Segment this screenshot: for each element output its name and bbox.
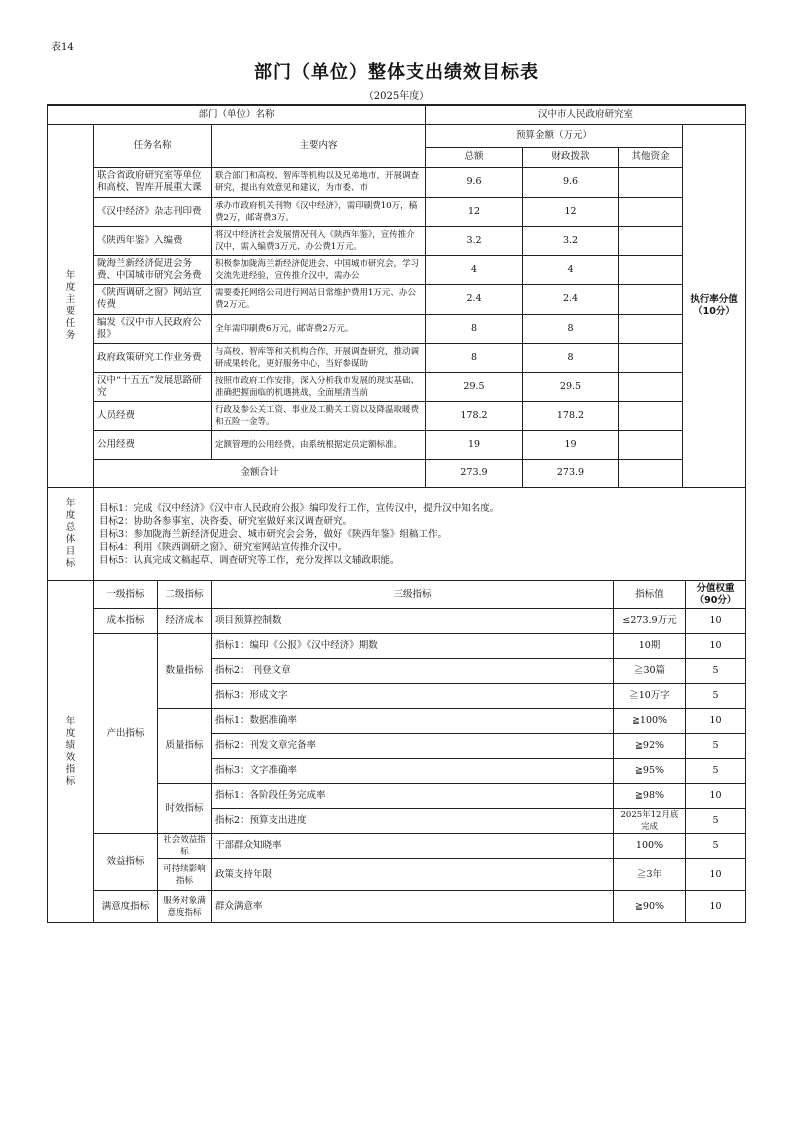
task-total: 4 (426, 255, 523, 284)
indicator-value: 10期 (614, 634, 686, 659)
task-other (619, 314, 683, 343)
task-fiscal: 3.2 (523, 226, 619, 255)
task-content: 需要委托网络公司进行网站日常维护费用1万元、办公费2万元。 (212, 284, 426, 314)
task-content: 与高校、智库等和关机构合作，开展调查研究，推动调研成果转化，更好服务中心，当好参谋助 (212, 343, 426, 372)
table-number: 表14 (51, 42, 74, 53)
satisfaction-l1: 满意度指标 (94, 891, 158, 923)
indicator-value: ≧90% (614, 891, 686, 923)
goal-item: 目标4：利用《陕西调研之窗》、研究室网站宣传推介汉中。 (99, 541, 348, 553)
timeliness-l2: 时效指标 (158, 784, 212, 834)
value-header: 指标值 (614, 581, 686, 609)
indicator-l3: 指标3：形成文字 (212, 684, 614, 709)
task-content: 积极参加陇海兰新经济促进会、中国城市研究会，学习交流先进经验，宣传推介汉中，需办公 (212, 255, 426, 284)
total-header: 总额 (426, 147, 523, 167)
task-content: 承办市政府机关刊物《汉中经济》，需印刷费10万，稿费2万，邮寄费3万。 (212, 197, 426, 226)
tasks-section-label: 年 度 主 要 任 务 (48, 124, 94, 487)
task-other (619, 372, 683, 401)
indicator-weight: 5 (686, 834, 746, 859)
task-total: 9.6 (426, 167, 523, 197)
table-row (48, 226, 746, 255)
goal-item: 目标3：参加陇海兰新经济促进会、城市研究会会务，做好《陕西年鉴》组稿工作。 (99, 528, 448, 540)
indicators-table (47, 580, 746, 923)
cost-l3: 项目预算控制数 (212, 609, 614, 634)
cost-value: ≤273.9万元 (614, 609, 686, 634)
task-total: 8 (426, 314, 523, 343)
task-content: 全年需印刷费6万元，邮寄费2万元。 (212, 314, 426, 343)
task-content: 行政及参公关工资、事业及工勤关工资以及降温取暖费和五险一金等。 (212, 401, 426, 430)
task-content: 定额管理的公用经费，由系统根据定员定额标准。 (212, 430, 426, 459)
indicator-weight: 5 (686, 734, 746, 759)
task-fiscal: 29.5 (523, 372, 619, 401)
task-other (619, 401, 683, 430)
indicator-value: ≧100% (614, 709, 686, 734)
task-other (619, 167, 683, 197)
cost-l2: 经济成本 (158, 609, 212, 634)
task-total: 2.4 (426, 284, 523, 314)
indicator-l3: 政策支持年限 (212, 859, 614, 891)
indicator-value: ≧10万字 (614, 684, 686, 709)
indicator-weight: 10 (686, 634, 746, 659)
l3-header: 三级指标 (212, 581, 614, 609)
indicator-value: ≧98% (614, 784, 686, 809)
goal-item: 目标2：协助各参事室、决咨委、研究室做好来汉调查研究。 (99, 515, 353, 527)
task-name: 政府政策研究工作业务费 (94, 343, 212, 372)
unit-name-label: 部门（单位）名称 (48, 105, 426, 124)
indicator-l3: 干部群众知晓率 (212, 834, 614, 859)
quantity-l2: 数量指标 (158, 634, 212, 709)
task-name: 编发《汉中市人民政府公报》 (94, 314, 212, 343)
task-total: 3.2 (426, 226, 523, 255)
table-row (48, 891, 746, 923)
task-total: 12 (426, 197, 523, 226)
task-fiscal: 12 (523, 197, 619, 226)
task-other (619, 430, 683, 459)
task-fiscal: 9.6 (523, 167, 619, 197)
task-content: 按照市政府工作安排，深入分析我市发展的现实基础、准确把握面临的机遇挑战，全面厘清当前 (212, 372, 426, 401)
task-budget-table (47, 104, 746, 488)
goals-list (94, 488, 746, 581)
indicator-weight: 5 (686, 659, 746, 684)
indicator-value: ≧95% (614, 759, 686, 784)
quality-l2: 质量指标 (158, 709, 212, 784)
task-name: 汉中“十五五”发展思路研究 (94, 372, 212, 401)
task-total: 29.5 (426, 372, 523, 401)
table-row (48, 343, 746, 372)
indicator-value: 2025年12月底完成 (614, 809, 686, 834)
table-row (48, 834, 746, 859)
page-title: 部门（单位）整体支出绩效目标表 (254, 62, 539, 83)
task-name-header: 任务名称 (94, 124, 212, 167)
indicator-value: 100% (614, 834, 686, 859)
indicator-l3: 群众满意率 (212, 891, 614, 923)
sum-fiscal: 273.9 (523, 459, 619, 487)
task-fiscal: 4 (523, 255, 619, 284)
table-row (48, 197, 746, 226)
task-content: 联合部门和高校、智库等机构以及兄弟地市，开展调查研究，提出有效意见和建议，为市委、市 (212, 167, 426, 197)
indicator-l3: 指标3：文字准确率 (212, 759, 614, 784)
sum-label: 金额合计 (94, 459, 426, 487)
indicator-l3: 指标1：编印《公报》《汉中经济》期数 (212, 634, 614, 659)
indicator-weight: 10 (686, 709, 746, 734)
indicators-section-label: 年 度 绩 效 指 标 (48, 581, 94, 923)
fiscal-header: 财政拨款 (523, 147, 619, 167)
task-content-header: 主要内容 (212, 124, 426, 167)
unit-name-value: 汉中市人民政府研究室 (426, 105, 746, 124)
indicator-weight: 5 (686, 809, 746, 834)
task-name: 《陕西年鉴》入编费 (94, 226, 212, 255)
indicator-l3: 指标2：刊发文章完备率 (212, 734, 614, 759)
weight-header: 分值权重（90分） (686, 581, 746, 609)
budget-header: 预算金额（万元） (426, 124, 683, 147)
benefit-l1: 效益指标 (94, 834, 158, 891)
task-other (619, 255, 683, 284)
indicator-l3: 指标1：各阶段任务完成率 (212, 784, 614, 809)
task-other (619, 284, 683, 314)
task-name: 联合省政府研究室等单位和高校、智库开展重大课 (94, 167, 212, 197)
indicator-value: ≧30篇 (614, 659, 686, 684)
annual-goals-table (47, 487, 746, 581)
indicator-value: ≧3年 (614, 859, 686, 891)
goal-item: 目标5：认真完成文稿起草、调查研究等工作，充分发挥以文辅政职能。 (99, 554, 400, 566)
table-row (48, 167, 746, 197)
table-row (48, 372, 746, 401)
task-other (619, 226, 683, 255)
task-name: 《陕西调研之窗》网站宣传费 (94, 284, 212, 314)
fiscal-year: （2025年度） (363, 91, 430, 102)
task-fiscal: 19 (523, 430, 619, 459)
indicator-weight: 10 (686, 859, 746, 891)
goal-item: 目标1：完成《汉中经济》《汉中市人民政府公报》编印发行工作，宣传汉中，提升汉中知名度。 (99, 502, 500, 514)
task-fiscal: 8 (523, 343, 619, 372)
task-other (619, 197, 683, 226)
table-row (48, 314, 746, 343)
table-row (48, 284, 746, 314)
other-funds-header: 其他资金 (619, 147, 683, 167)
task-name: 公用经费 (94, 430, 212, 459)
benefit-l2: 可持续影响指标 (158, 859, 212, 891)
output-l1: 产出指标 (94, 634, 158, 834)
task-name: 陇海兰新经济促进会务费、中国城市研究会务费 (94, 255, 212, 284)
cost-l1: 成本指标 (94, 609, 158, 634)
task-fiscal: 2.4 (523, 284, 619, 314)
goals-section-label: 年 度 总 体 目 标 (48, 488, 94, 581)
indicator-l3: 指标2： 刊登文章 (212, 659, 614, 684)
task-fiscal: 178.2 (523, 401, 619, 430)
satisfaction-l2: 服务对象满意度指标 (158, 891, 212, 923)
table-row (48, 634, 746, 659)
indicator-value: ≧92% (614, 734, 686, 759)
task-name: 人员经费 (94, 401, 212, 430)
indicator-weight: 5 (686, 684, 746, 709)
indicator-weight: 5 (686, 759, 746, 784)
task-total: 178.2 (426, 401, 523, 430)
task-content: 将汉中经济社会发展情况刊入《陕西年鉴》，宣传推介汉中，需入编费3万元、办公费1万元。 (212, 226, 426, 255)
indicator-l3: 指标1：数据准确率 (212, 709, 614, 734)
task-total: 8 (426, 343, 523, 372)
indicator-l3: 指标2：预算支出进度 (212, 809, 614, 834)
table-row (48, 609, 746, 634)
benefit-l2: 社会效益指标 (158, 834, 212, 859)
task-total: 19 (426, 430, 523, 459)
l1-header: 一级指标 (94, 581, 158, 609)
sum-total: 273.9 (426, 459, 523, 487)
l2-header: 二级指标 (158, 581, 212, 609)
table-row (48, 255, 746, 284)
cost-weight: 10 (686, 609, 746, 634)
table-row (48, 401, 746, 430)
sum-row (48, 459, 746, 487)
execution-rate-score: 执行率分值（10分） (683, 124, 746, 487)
sum-other (619, 459, 683, 487)
task-name: 《汉中经济》杂志刊印费 (94, 197, 212, 226)
table-row (48, 430, 746, 459)
indicator-weight: 10 (686, 784, 746, 809)
task-fiscal: 8 (523, 314, 619, 343)
indicator-weight: 10 (686, 891, 746, 923)
task-other (619, 343, 683, 372)
